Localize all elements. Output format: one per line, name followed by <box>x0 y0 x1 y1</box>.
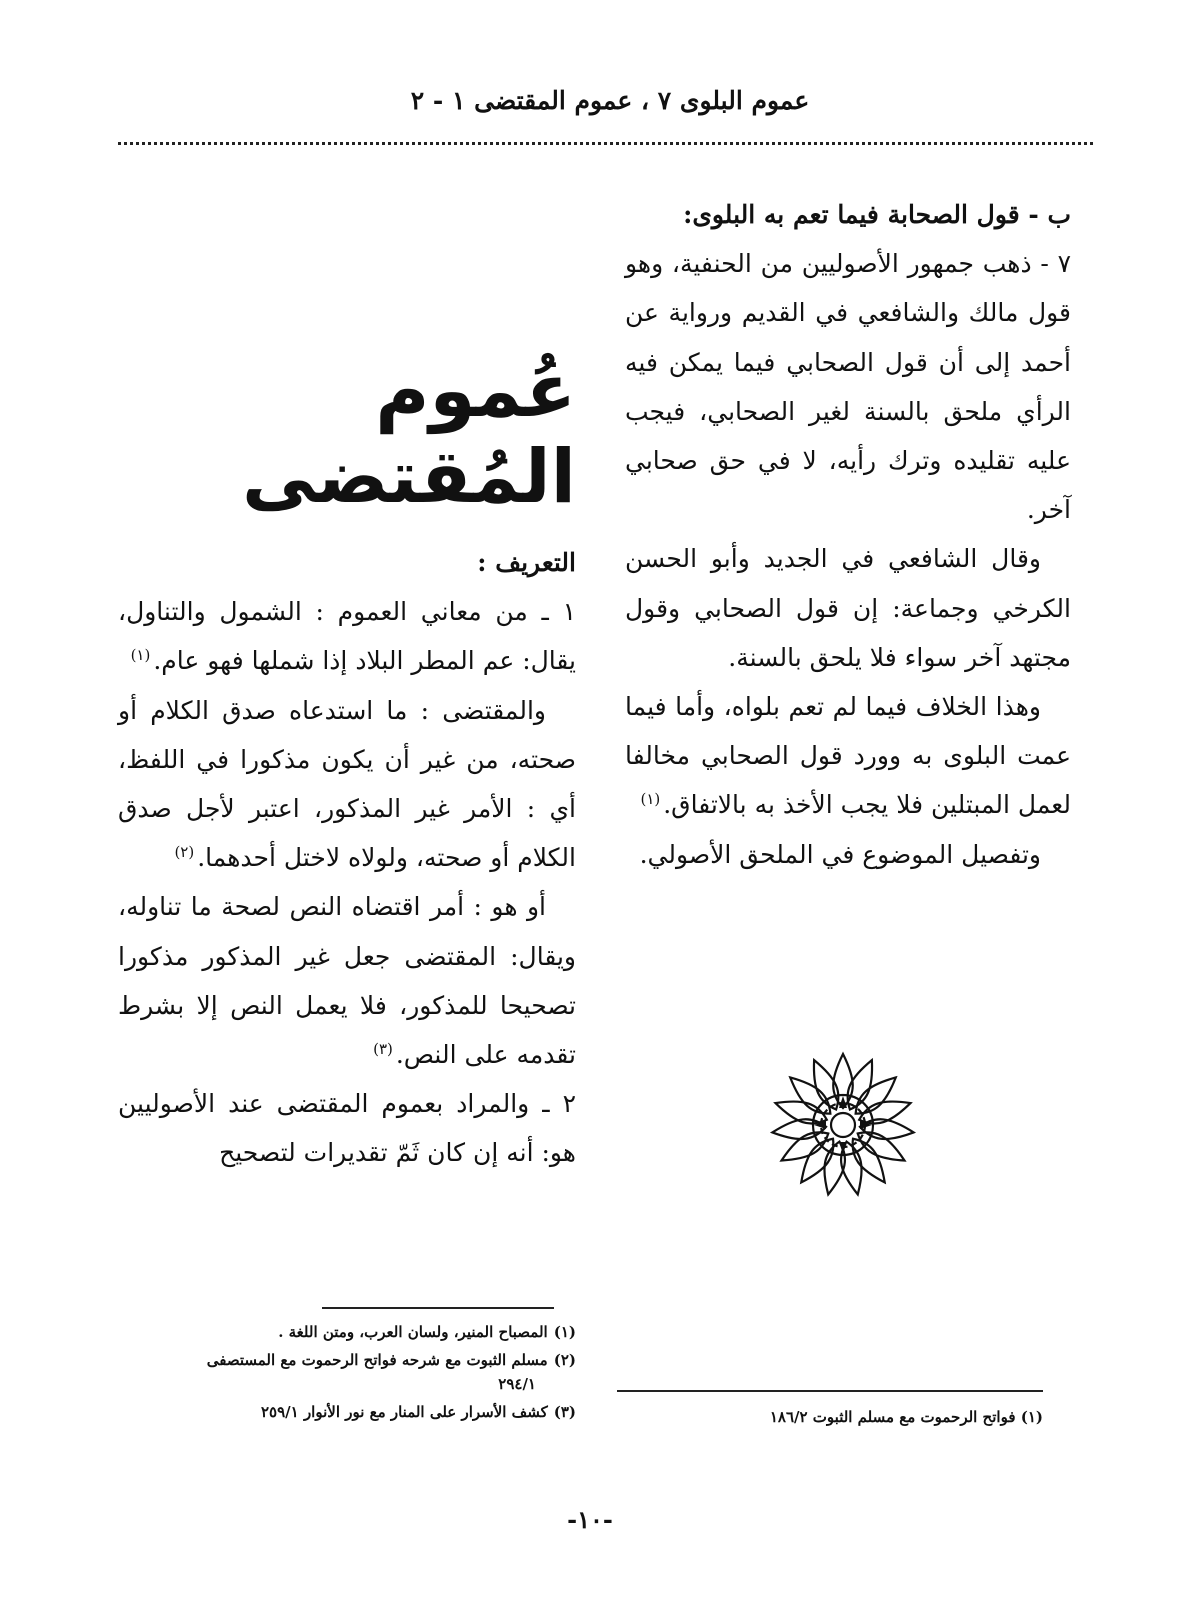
paragraph-1 <box>118 587 576 685</box>
footnote-text: كشف الأسرار على المنار مع نور الأنوار ٢٥٩/١ <box>261 1403 548 1421</box>
footnote-marker: (٣) <box>373 1039 393 1058</box>
footnotes-right <box>617 1405 1043 1433</box>
paragraph-text: ٧ - ذهب جمهور الأصوليين من الحنفية، وهو قول مالك والشافعي في القديم ورواية عن أحمد إلى أن قول الصحابي فيما يمكن فيه الرأي ملحق بالسنة لغير الصحابي، فيجب عليه تقليده وترك رأيه، لا في حق صحابي آخر. <box>625 249 1071 525</box>
paragraph-2 <box>118 1079 576 1177</box>
footnote-marker: (٢) <box>174 842 195 861</box>
paragraph-text: أو هو : أمر اقتضاه النص لصحة ما تناوله، ويقال: المقتضى جعل غير المذكور مذكورا تصحيحا للمذكور، فلا يعمل النص إلا بشرط تقدمه على النص. <box>118 892 576 1070</box>
footnote-number: (١) <box>553 1323 576 1341</box>
footnote-text: المصباح المنير، ولسان العرب، ومتن اللغة . <box>278 1323 548 1341</box>
footnote-number: (٢) <box>553 1351 576 1369</box>
footnote-item <box>118 1348 576 1396</box>
footnote-item: (١) فواتح الرحموت مع مسلم الثبوت ١٨٦/٢ <box>769 1408 1043 1426</box>
paragraph-7 <box>625 239 1071 534</box>
footnote-item <box>118 1320 576 1344</box>
paragraph-text: وتفصيل الموضوع في الملحق الأصولي. <box>639 839 1041 869</box>
footnote-item <box>118 1400 576 1424</box>
left-column <box>118 538 576 1178</box>
paragraph-khilaf <box>625 682 1071 830</box>
paragraph-text: ١ ـ من معاني العموم : الشمول والتناول، يقال: عم المطر البلاد إذا شملها فهو عام. <box>118 597 576 676</box>
footnotes-left <box>118 1320 576 1428</box>
paragraph-tafsil <box>625 830 1071 879</box>
footnote-rule-right <box>617 1390 1043 1392</box>
ornament-rosette-icon <box>768 1050 918 1200</box>
paragraph-text: ٢ ـ والمراد بعموم المقتضى عند الأصوليين هو: أنه إن كان ثَمّ تقديرات لتصحيح <box>118 1089 576 1168</box>
footnote-rule-left <box>322 1307 554 1309</box>
running-header: عموم البلوى ٧ ، عموم المقتضى ١ - ٢ <box>410 86 810 115</box>
footnote-continuation: ٢٩٤/١ <box>498 1375 536 1393</box>
paragraph-text: وقال الشافعي في الجديد وأبو الحسن الكرخي وجماعة: إن قول الصحابي وقول مجتهد آخر سواء فلا يلحق بالسنة. <box>625 544 1071 672</box>
subheading-definition: التعريف : <box>477 548 576 577</box>
paragraph-muqtada <box>118 686 576 883</box>
paragraph-shafii <box>625 534 1071 682</box>
page-number: -١٠- <box>567 1505 613 1534</box>
paragraph-text: وهذا الخلاف فيما لم تعم بلواه، وأما فيما عمت البلوى به وورد قول الصحابي مخالفا لعمل المبتلين فلا يجب الأخذ به بالاتفاق. <box>625 692 1071 820</box>
footnote-marker: (١) <box>640 790 661 809</box>
article-title: عُموم المُقتضى <box>241 348 576 520</box>
header-dotted-rule <box>118 142 1093 145</box>
footnote-number: (٣) <box>553 1403 576 1421</box>
paragraph-aw-huwa <box>118 882 576 1079</box>
right-column <box>625 190 1071 879</box>
paragraph-text: والمقتضى : ما استدعاه صدق الكلام أو صحته، من غير أن يكون مذكورا في اللفظ، أي : الأمر غير المذكور، اعتبر لأجل صدق الكلام أو صحته، ولولاه لاختل أحدهما. <box>118 695 576 873</box>
footnote-text: مسلم الثبوت مع شرحه فواتح الرحموت مع المستصفى <box>206 1351 548 1369</box>
section-title: ب - قول الصحابة فيما تعم به البلوى: <box>683 200 1071 229</box>
footnote-marker: (١) <box>130 646 151 665</box>
